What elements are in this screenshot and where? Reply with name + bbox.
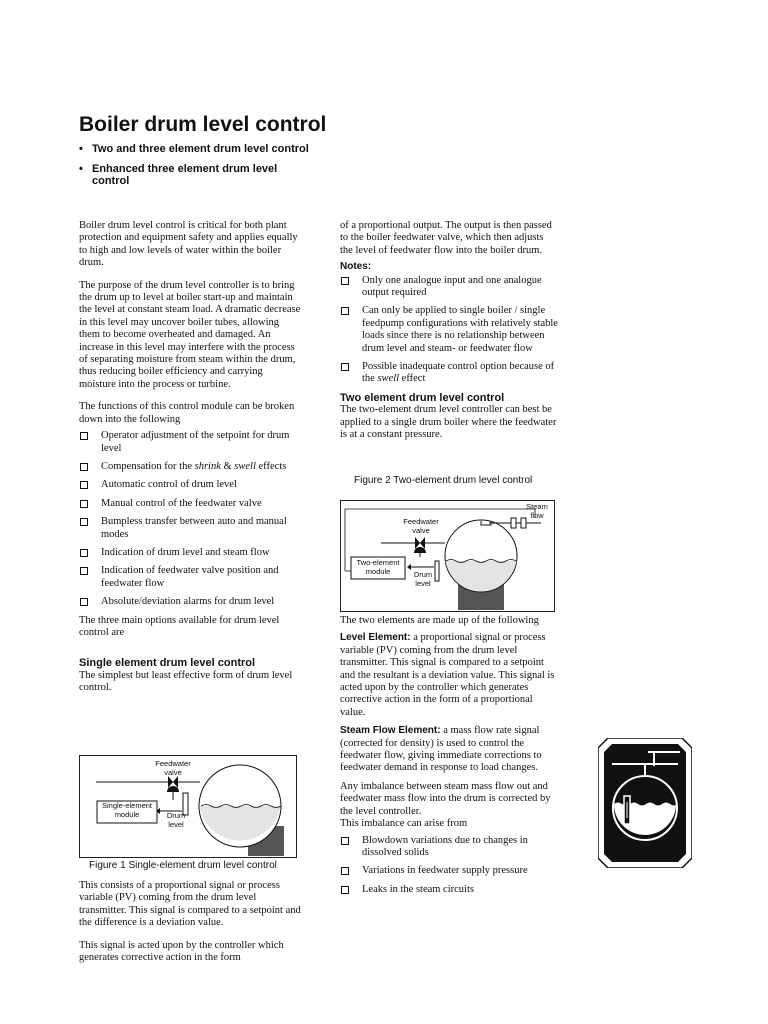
two-element-intro: The two-element drum level controller can best be applied to a single drum boiler where the feedwater is at a constant pressure. <box>340 404 557 441</box>
single-desc-paragraph: This consists of a proportional signal or process variable (PV) coming from the drum level transmitter. This signal is compared to a setpoint and the difference is a deviation value. <box>79 880 301 929</box>
summary-bullet: • Enhanced three element drum level control <box>79 163 309 188</box>
list-item: Possible inadequate control option because of the swell effect <box>340 361 558 386</box>
drum-level-label: Drum level <box>166 811 186 829</box>
feedwater-valve-label: Feedwater valve <box>155 759 191 777</box>
left-column <box>79 220 301 705</box>
checkbox-bullet-icon <box>341 363 349 371</box>
checkbox-bullet-icon <box>341 277 349 285</box>
checkbox-bullet-icon <box>341 867 349 875</box>
figure-1-caption: Figure 1 Single-element drum level control <box>89 860 277 871</box>
section-heading-two-element: Two element drum level control <box>340 391 505 404</box>
list-item: Can only be applied to single boiler / single feedpump configurations with relatively stable loads since there is no relationship between drum level and steam- or feedwater flow <box>340 305 558 355</box>
checkbox-bullet-icon <box>341 837 349 845</box>
checkbox-bullet-icon <box>80 567 88 575</box>
steam-flow-element-paragraph: Steam Flow Element: a mass flow rate signal (corrected for density) is used to control the feedwater flow, giving immediate corrections to feedwater demand in response to load changes. <box>340 725 542 774</box>
figure-2 <box>340 500 555 612</box>
steam-flow-label: Steam flow <box>526 502 548 520</box>
list-item: Bumpless transfer between auto and manual modes <box>79 516 301 541</box>
notes-list <box>340 275 558 386</box>
left-column-bottom <box>79 880 301 974</box>
page-title: Boiler drum level control <box>79 113 327 136</box>
intro-paragraph: Boiler drum level control is critical for both plant protection and equipment safety and applies equally to high and low levels of water within the boiler drum. <box>79 220 298 269</box>
level-element-paragraph: Level Element: a proportional signal or process variable (PV) coming from the drum level transmitter. This signal is compared to a setpoint and the resultant is a deviation value. This signal is acted upon by the controller which generates corrective action in the form of a proportional value. <box>340 632 555 718</box>
feedwater-valve-label: Feedwater valve <box>403 517 439 535</box>
checkbox-bullet-icon <box>80 481 88 489</box>
list-item: Leaks in the steam circuits <box>340 884 556 896</box>
boiler-drum-icon <box>598 738 692 868</box>
notes-heading: Notes: <box>340 261 372 273</box>
right-column-bottom <box>340 615 556 902</box>
imbalance-paragraph: Any imbalance between steam mass flow out and feedwater mass flow into the drum is corrected by the level controller. <box>340 780 551 817</box>
figure-1 <box>79 755 297 858</box>
list-item: Indication of feedwater valve position and feedwater flow <box>79 565 301 590</box>
module-label: Two-element module <box>356 558 400 576</box>
steam-flow-element-label: Steam Flow Element: <box>340 725 441 737</box>
drum-level-label: Drum level <box>413 570 433 588</box>
summary-bullet: • Two and three element drum level control <box>79 143 309 156</box>
checkbox-bullet-icon <box>80 598 88 606</box>
checkbox-bullet-icon <box>80 463 88 471</box>
checkbox-bullet-icon <box>341 307 349 315</box>
list-item: Compensation for the shrink & swell effects <box>79 461 301 473</box>
section-heading-single: Single element drum level control <box>79 657 256 670</box>
single-desc-paragraph-2: This signal is acted upon by the controller which generates corrective action in the form <box>79 939 284 964</box>
list-item: Absolute/deviation alarms for drum level <box>79 596 301 608</box>
list-item: Only one analogue input and one analogue output required <box>340 275 558 300</box>
continued-paragraph: of a proportional output. The output is then passed to the boiler feedwater valve, which then adjusts the level of feedwater flow into the boiler drum. <box>340 220 552 256</box>
module-label: Single-element module <box>101 801 153 819</box>
checkbox-bullet-icon <box>80 432 88 440</box>
list-item: Indication of drum level and steam flow <box>79 547 301 559</box>
list-item: Operator adjustment of the setpoint for drum level <box>79 430 301 455</box>
functions-list <box>79 430 301 608</box>
purpose-paragraph: The purpose of the drum level controller is to bring the drum up to level at boiler start-up and maintain the level at constant steam load. A dramatic decrease in this level may uncover boiler tubes, allowing them to become overheated and damaged. An increase in this level may interfere with the process of separating moisture from steam within the drum, thus reducing boiler efficiency and carrying moisture into the process or turbine. <box>79 279 301 390</box>
list-item: Variations in feedwater supply pressure <box>340 865 556 877</box>
summary-bullets <box>79 143 309 195</box>
options-paragraph: The three main options available for drum level control are <box>79 614 280 638</box>
figure-2-caption: Figure 2 Two-element drum level control <box>354 475 533 486</box>
checkbox-bullet-icon <box>80 549 88 557</box>
checkbox-bullet-icon <box>80 518 88 526</box>
functions-paragraph: The functions of this control module can be broken down into the following <box>79 401 295 425</box>
checkbox-bullet-icon <box>341 886 349 894</box>
right-column <box>340 220 558 452</box>
level-element-label: Level Element: <box>340 632 411 644</box>
imbalance-sources-paragraph: This imbalance can arise from <box>340 818 468 830</box>
elements-paragraph: The two elements are made up of the following <box>340 615 539 626</box>
list-item: Blowdown variations due to changes in dissolved solids <box>340 835 556 860</box>
single-intro-paragraph: The simplest but least effective form of drum level control. <box>79 669 293 694</box>
list-item: Manual control of the feedwater valve <box>79 498 301 510</box>
imbalance-list <box>340 835 556 897</box>
list-item: Automatic control of drum level <box>79 479 301 491</box>
checkbox-bullet-icon <box>80 500 88 508</box>
